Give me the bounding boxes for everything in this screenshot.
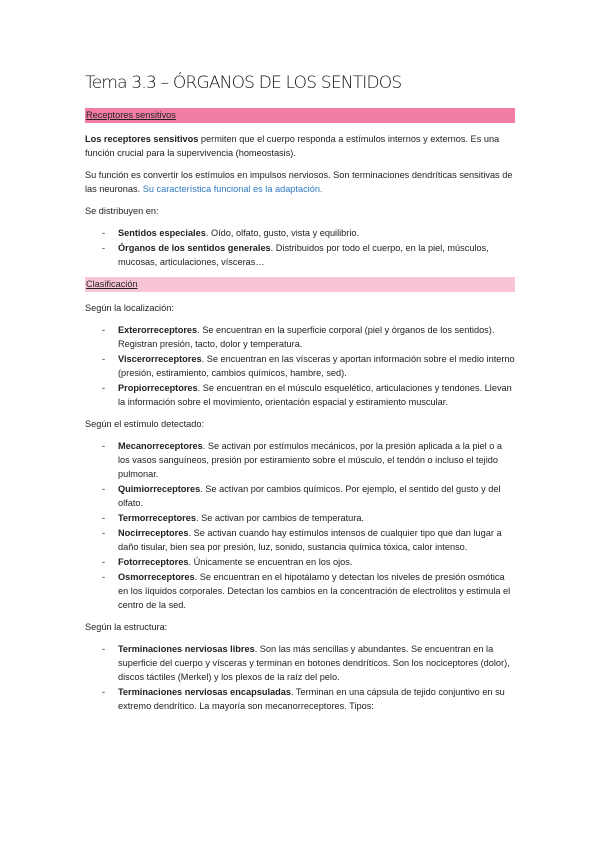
paragraph-estimulo: Según el estímulo detectado: <box>85 419 205 429</box>
paragraph-distribution: Se distribuyen en: <box>85 206 159 216</box>
list-item: - Propiorreceptores. Se encuentran en el músculo esquelético, articulaciones y tendones. Llevan la información sobre el movimiento, orientación espacial y estiramiento muscular. <box>102 383 512 407</box>
localizacion-list <box>85 323 515 409</box>
list-item: - Fotorreceptores. Únicamente se encuentran en los ojos. <box>102 557 353 567</box>
bold-term: Los receptores sensitivos <box>85 134 199 144</box>
list-item: - Termorreceptores. Se activan por cambios de temperatura. <box>102 513 364 523</box>
estructura-list <box>85 642 515 713</box>
paragraph-function <box>85 168 515 196</box>
list-item: - Nocirreceptores. Se activan cuando hay estímulos intensos de cualquier tipo que dan lugar a daño tisular, bien sea por presión, luz, sonido, sustancia química tóxica, calor intenso. <box>102 528 502 552</box>
paragraph-text: permiten que el cuerpo responda a estímulos internos y externos. Es una función crucial para la supervivencia (homeostasis). <box>85 134 500 158</box>
list-item: - Sentidos especiales. Oído, olfato, gusto, vista y equilibrio. <box>102 228 360 238</box>
list-item: - Mecanorreceptores. Se activan por estímulos mecánicos, por la presión aplicada a la piel o a los vasos sanguíneos, presión por estiramiento sobre el músculo, el tendón o incluso el tejido pulmonar. <box>102 441 503 479</box>
page-title: Tema 3.3 – ÓRGANOS DE LOS SENTIDOS <box>85 73 402 93</box>
paragraph-text: Su función es convertir los estímulos en impulsos nerviosos. Son terminaciones dendríticas sensitivas de las neuronas. <box>85 170 513 194</box>
list-item: - Exterorreceptores. Se encuentran en la superficie corporal (piel y órganos de los sentidos). Registran presión, tacto, dolor y temperatura. <box>102 325 495 349</box>
list-item: - Terminaciones nerviosas encapsuladas. Terminan en una cápsula de tejido conjuntivo en su extremo dendrítico. La mayoría son mecanorreceptores. Tipos: <box>102 687 505 711</box>
estimulo-list <box>85 439 515 612</box>
document-page <box>85 72 515 721</box>
section-heading-clasificacion: Clasificación <box>85 277 515 292</box>
list-item: - Viscerorreceptores. Se encuentran en las vísceras y aportan información sobre el medio interno (presión, estiramiento, cambios químicos, hambre, sed). <box>102 354 515 378</box>
list-item: - Quimiorreceptores. Se activan por cambios químicos. Por ejemplo, el sentido del gusto y del olfato. <box>102 484 501 508</box>
list-item: - Órganos de los sentidos generales. Distribuidos por todo el cuerpo, en la piel, músculos, mucosas, articulaciones, vísceras… <box>102 243 489 267</box>
paragraph-intro <box>85 132 515 160</box>
highlighted-text: Su característica funcional es la adaptación. <box>142 184 323 194</box>
distribution-list <box>85 226 515 269</box>
list-item: - Osmorreceptores. Se encuentran en el hipotálamo y detectan los niveles de presión osmótica en los líquidos corporales. Detectan los cambios en la concentración de electrolitos y estimula el centro de la sed. <box>102 572 511 610</box>
paragraph-estructura: Según la estructura: <box>85 622 168 632</box>
section-heading-receptores: Receptores sensitivos <box>85 108 515 123</box>
list-item: - Terminaciones nerviosas libres. Son las más sencillas y abundantes. Se encuentran en la superficie del cuerpo y vísceras y terminan en botones dendríticos. Son los nociceptores (dolor), discos táctiles (Merkel) y los plexos de la raíz del pelo. <box>102 644 510 682</box>
paragraph-localizacion: Según la localización: <box>85 303 174 313</box>
